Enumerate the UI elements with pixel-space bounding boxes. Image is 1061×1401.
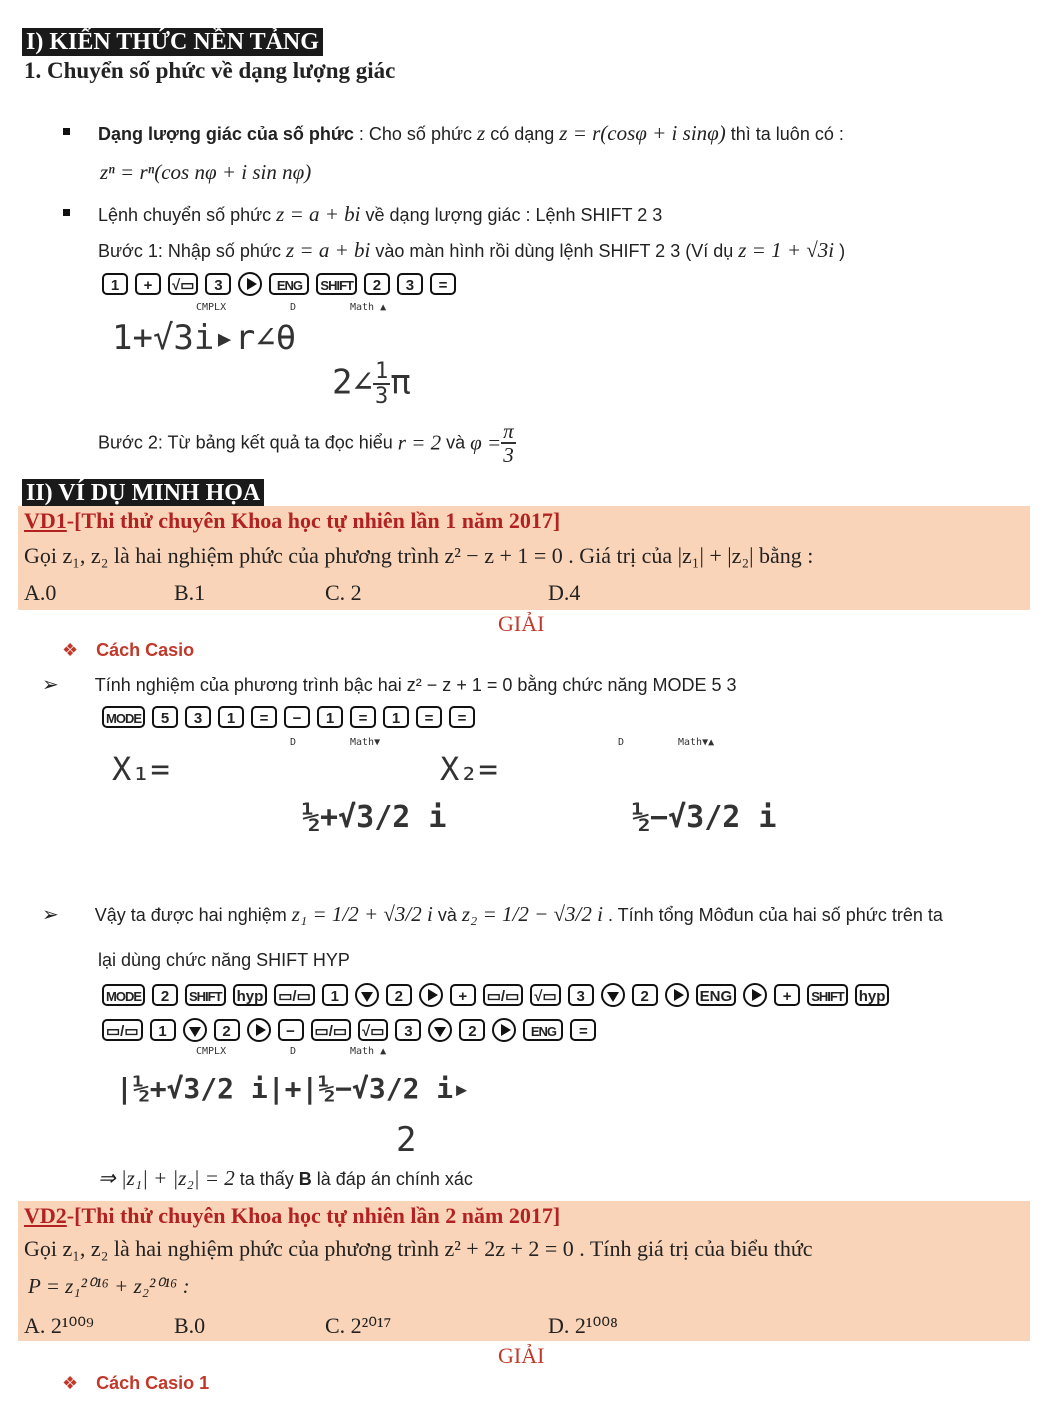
vd2-giai: GIẢI <box>498 1343 545 1368</box>
lcd-1-result <box>332 360 411 408</box>
step-2-line <box>98 420 516 466</box>
arrow-bullet-icon: ➢ <box>42 904 59 926</box>
step-2-text: Bước 2: Từ bảng kết quả ta đọc hiểu <box>98 432 398 453</box>
vd2-method <box>62 1373 209 1394</box>
calc-key: + <box>774 984 800 1006</box>
vd2-choice-d: D. 2¹⁰⁰⁸ <box>548 1313 618 1338</box>
bullet-1-z: z <box>477 121 486 145</box>
step-1-end: ) <box>834 241 846 261</box>
calc-key: 1 <box>150 1019 176 1041</box>
calc-key: 1 <box>218 706 244 728</box>
vd1-method <box>62 640 194 661</box>
calc-key: = <box>570 1019 596 1041</box>
bullet-2-text: Lệnh chuyển số phức <box>98 205 277 225</box>
calc-key: 2 <box>364 273 390 295</box>
vd1-step-b-z1: z₁ = 1/2 + √3/2 i <box>291 902 433 926</box>
vd1-link[interactable]: VD1 <box>24 508 67 533</box>
lcd-1-result-suffix: π <box>390 362 411 403</box>
right-arrow-key-icon <box>247 1018 271 1042</box>
bullet-1-bold: Dạng lượng giác của số phức <box>98 124 354 144</box>
step-2-and: và <box>441 432 471 453</box>
calc-key: ▭/▭ <box>102 1019 143 1041</box>
bullet-2-line <box>98 202 662 227</box>
vd1-conclusion <box>98 1166 473 1191</box>
calc-key: 2 <box>386 984 412 1006</box>
vd2-title-rest: -[Thi thử chuyên Khoa học tự nhiên lần 2 năm 2017] <box>66 1203 561 1228</box>
lcd-flag: D <box>290 1046 297 1057</box>
calc-key: ▭/▭ <box>274 984 315 1006</box>
step-1-line <box>98 238 845 263</box>
vd1-title <box>24 508 560 534</box>
calc-key: = <box>449 706 475 728</box>
right-arrow-key-icon <box>238 272 262 296</box>
lcd-1-num: 1 <box>374 359 389 384</box>
key-sequence-b1 <box>102 983 896 1007</box>
vd1-step-a-text: Tính nghiệm của phương trình bậc hai z² − z + 1 = 0 bằng chức năng MODE 5 3 <box>94 675 737 695</box>
bullet-2-end: về dạng lượng giác : Lệnh SHIFT 2 3 <box>360 205 663 225</box>
step-1-text: Bước 1: Nhập số phức <box>98 241 286 261</box>
lcd-x1-label: X₁= <box>112 750 170 788</box>
lcd-flag: Math ▲ <box>350 1046 387 1057</box>
calc-key: = <box>430 273 456 295</box>
calc-key: = <box>251 706 277 728</box>
calc-key: 2 <box>459 1019 485 1041</box>
vd2-choice-b: B.0 <box>174 1313 206 1338</box>
vd1-choice-a: A.0 <box>24 580 57 605</box>
vd1-giai: GIẢI <box>498 611 545 636</box>
bullet-marker <box>63 128 70 135</box>
calc-key: 2 <box>214 1019 240 1041</box>
key-sequence-b2 <box>102 1018 603 1042</box>
bullet-1-end: thì ta luôn có : <box>725 124 844 144</box>
step-1-example: z = 1 + √3i <box>738 238 835 262</box>
right-arrow-key-icon <box>665 983 689 1007</box>
calc-key: √▭ <box>358 1019 388 1041</box>
calc-key: √▭ <box>530 984 560 1006</box>
down-arrow-key-icon <box>355 983 379 1007</box>
vd1-choice-d: D.4 <box>548 580 581 605</box>
vd1-conclusion-end: là đáp án chính xác <box>311 1169 473 1189</box>
vd1-conclusion-text: ta thấy <box>234 1169 299 1189</box>
calc-key: 2 <box>632 984 658 1006</box>
calc-key: hyp <box>233 984 268 1006</box>
calc-key: 3 <box>395 1019 421 1041</box>
key-sequence-a <box>102 706 482 728</box>
vd1-conclusion-formula: ⇒ |z₁| + |z₂| = 2 <box>98 1166 235 1190</box>
down-arrow-key-icon <box>428 1018 452 1042</box>
calc-key: + <box>135 273 161 295</box>
vd2-choice-c: C. 2²⁰¹⁷ <box>325 1313 392 1338</box>
down-arrow-key-icon <box>601 983 625 1007</box>
calc-key: ENG <box>269 273 309 295</box>
bullet-2-formula: z = a + bi <box>276 202 361 226</box>
lcd-flag: CMPLX <box>196 1046 227 1057</box>
lcd-flag: D <box>290 302 297 313</box>
vd2-title <box>24 1203 560 1229</box>
calc-key: ENG <box>523 1019 563 1041</box>
calc-key: ENG <box>696 984 737 1006</box>
vd2-link[interactable]: VD2 <box>24 1203 67 1228</box>
calc-key: 3 <box>568 984 594 1006</box>
bullet-1-mid: có dạng <box>485 124 560 144</box>
lcd-1-input: 1+√3i▸r∠θ <box>112 318 297 358</box>
lcd-flag: CMPLX <box>196 302 227 313</box>
right-arrow-key-icon <box>743 983 767 1007</box>
section-1-heading: I) KIẾN THỨC NỀN TẢNG <box>22 28 323 56</box>
lcd-1-fraction <box>373 360 390 408</box>
vd2-expression: P = z₁²⁰¹⁶ + z₂²⁰¹⁶ : <box>28 1274 190 1298</box>
vd1-step-a <box>42 672 737 697</box>
section-2-heading: II) VÍ DỤ MINH HỌA <box>22 479 264 507</box>
vd2-method-label: Cách Casio 1 <box>96 1373 210 1393</box>
section-1-subheading: 1. Chuyển số phức về dạng lượng giác <box>24 58 396 83</box>
calc-key: 2 <box>152 984 178 1006</box>
vd1-title-rest: -[Thi thử chuyên Khoa học tự nhiên lần 1 năm 2017] <box>66 508 561 533</box>
vd1-step-b-end: . Tính tổng Môđun của hai số phức trên ta <box>602 905 943 925</box>
bullet-marker <box>63 209 70 216</box>
calc-key: 5 <box>152 706 178 728</box>
vd2-question: Gọi z₁, z₂ là hai nghiệm phức của phương trình z² + 2z + 2 = 0 . Tính giá trị của biểu thức <box>24 1236 813 1261</box>
lcd-x2-value: ½−√3/2 i <box>632 800 777 835</box>
vd1-question: Gọi z₁, z₂ là hai nghiệm phức của phương trình z² − z + 1 = 0 . Giá trị của |z₁| + |z₂| bằng : <box>24 543 814 568</box>
lcd-flag: Math▼▲ <box>678 737 715 748</box>
vd1-choice-b: B.1 <box>174 580 206 605</box>
calc-key: 1 <box>102 273 128 295</box>
arrow-bullet-icon: ➢ <box>42 674 59 696</box>
step-2-phi-num: π <box>503 419 514 443</box>
calc-key: − <box>284 706 310 728</box>
calc-key: 3 <box>205 273 231 295</box>
calc-key: 3 <box>185 706 211 728</box>
lcd-flag: D <box>618 737 625 748</box>
calc-key: ▭/▭ <box>483 984 524 1006</box>
bullet-1-formula: z = r(cosφ + i sinφ) <box>559 121 726 145</box>
calc-key: SHIFT <box>185 984 226 1006</box>
calc-key: √▭ <box>168 273 198 295</box>
calc-key: 3 <box>397 273 423 295</box>
lcd-1-den: 3 <box>374 384 389 410</box>
key-sequence-1 <box>102 272 463 296</box>
calc-key: 1 <box>383 706 409 728</box>
vd1-choice-c: C. 2 <box>325 580 362 605</box>
calc-key: + <box>450 984 476 1006</box>
calc-key: = <box>350 706 376 728</box>
vd2-choice-a: A. 2¹⁰⁰⁹ <box>24 1313 94 1338</box>
diamond-bullet-icon: ❖ <box>62 640 79 660</box>
de-moivre-formula: zⁿ = rⁿ(cos nφ + i sin nφ) <box>100 160 312 184</box>
calc-key: = <box>416 706 442 728</box>
step-2-phi: φ = <box>470 430 502 455</box>
lcd-1-result-prefix: 2∠ <box>332 362 373 403</box>
vd1-step-b-z2: z₂ = 1/2 − √3/2 i <box>461 902 603 926</box>
calc-key: MODE <box>102 984 145 1006</box>
vd1-step-b <box>42 902 943 927</box>
lcd-flag: D <box>290 737 297 748</box>
calc-key: ▭/▭ <box>311 1019 352 1041</box>
calc-key: − <box>278 1019 304 1041</box>
right-arrow-key-icon <box>492 1018 516 1042</box>
vd1-method-label: Cách Casio <box>96 640 195 660</box>
lcd-flag: Math▼ <box>350 737 381 748</box>
down-arrow-key-icon <box>183 1018 207 1042</box>
lcd-flag: Math ▲ <box>350 302 387 313</box>
calc-key: SHIFT <box>807 984 848 1006</box>
step-1-formula: z = a + bi <box>286 238 371 262</box>
bullet-1-text: : Cho số phức <box>353 124 478 144</box>
lcd-b-expression: |½+√3/2 i|+|½−√3/2 i▸ <box>116 1072 471 1105</box>
calc-key: hyp <box>855 984 890 1006</box>
step-2-phi-fraction <box>501 420 516 466</box>
lcd-b-result: 2 <box>396 1120 417 1160</box>
calc-key: SHIFT <box>316 273 357 295</box>
lcd-x1-value: ½+√3/2 i <box>302 800 447 835</box>
step-2-phi-den: 3 <box>503 443 514 468</box>
step-1-mid: vào màn hình rồi dùng lệnh SHIFT 2 3 (Ví dụ <box>370 241 739 261</box>
step-2-r: r = 2 <box>397 430 442 455</box>
calc-key: MODE <box>102 706 145 728</box>
vd1-step-b-text: Vậy ta được hai nghiệm <box>94 905 292 925</box>
calc-key: 1 <box>322 984 348 1006</box>
vd1-step-b-and: và <box>432 905 462 925</box>
calc-key: 1 <box>317 706 343 728</box>
bullet-1-line <box>98 121 844 146</box>
diamond-bullet-icon: ❖ <box>62 1373 79 1393</box>
lcd-x2-label: X₂= <box>440 750 498 788</box>
vd1-step-b-line2: lại dùng chức năng SHIFT HYP <box>98 950 350 970</box>
vd1-conclusion-bold: B <box>298 1169 312 1189</box>
right-arrow-key-icon <box>419 983 443 1007</box>
